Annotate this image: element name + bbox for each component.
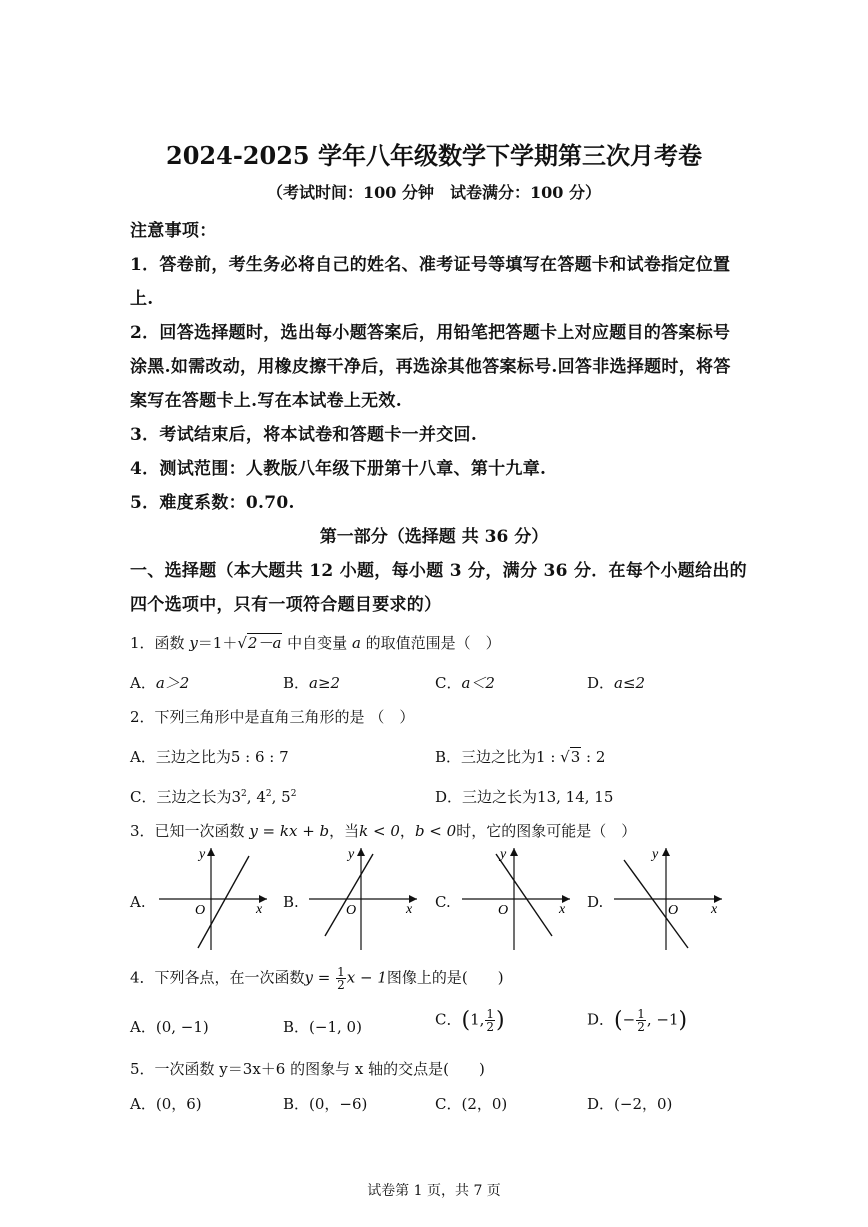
- question-1-option-d: D．a≤2: [587, 674, 646, 692]
- question-4-stem: 4．下列各点，在一次函数y = $\frac{1}{2}$ x − 1图像上的是( ): [130, 965, 504, 992]
- question-1-option-c: C．a＜2: [435, 674, 495, 692]
- section-heading-line1: 一、选择题（本大题共 12 小题，每小题 3 分，满分 36 分．在每个小题给出的: [130, 561, 747, 581]
- y-label: y: [652, 847, 659, 862]
- question-1-option-a: A．a＞2: [130, 674, 190, 692]
- function-line: [198, 856, 249, 948]
- graph-b: [305, 842, 425, 954]
- x-label: x: [711, 902, 718, 917]
- question-2-option-b: B．三边之比为1 : √3 : 2: [435, 748, 606, 766]
- question-4-option-b: B．(−1, 0): [283, 1018, 362, 1036]
- graph-label-c: C.: [435, 893, 451, 911]
- question-4-option-a: A．(0, −1): [130, 1018, 209, 1036]
- question-1-stem: 1．函数 y＝1＋√2－a 中自变量 a 的取值范围是（ ）: [130, 634, 501, 652]
- y-axis-arrow: [357, 848, 365, 856]
- y-label: y: [348, 847, 355, 862]
- page-title: 2024-2025 学年八年级数学下学期第三次月考卷: [166, 141, 702, 170]
- function-line: [496, 854, 552, 936]
- question-4-option-d: D．(− $\frac{1}{2}$ , −1): [587, 1007, 688, 1034]
- graph-label-d: D.: [587, 893, 604, 911]
- part-heading: 第一部分（选择题 共 36 分）: [319, 527, 549, 547]
- origin-label: O: [195, 903, 206, 918]
- note-2c: 案写在答题卡上.写在本试卷上无效.: [130, 391, 402, 411]
- function-line: [325, 854, 373, 936]
- x-label: x: [559, 902, 566, 917]
- graph-label-b: B.: [283, 893, 299, 911]
- y-axis-arrow: [662, 848, 670, 856]
- page-footer: 试卷第 1 页，共 7 页: [367, 1183, 501, 1199]
- note-1a: 1．答卷前，考生务必将自己的姓名、准考证号等填写在答题卡和试卷指定位置: [130, 255, 731, 275]
- y-label: y: [199, 847, 206, 862]
- exam-info: （考试时间：100 分钟 试卷满分：100 分）: [267, 183, 601, 202]
- note-2a: 2．回答选择题时，选出每小题答案后，用铅笔把答题卡上对应题目的答案标号: [130, 323, 731, 343]
- origin-label: O: [498, 903, 509, 918]
- question-2-option-c: C．三边之长为$3^2$, $4^2$, $5^2$: [130, 788, 297, 806]
- graph-d: [610, 842, 730, 954]
- question-5-option-c: C．(2，0): [435, 1095, 508, 1113]
- x-label: x: [256, 902, 263, 917]
- note-4: 4．测试范围：人教版八年级下册第十八章、第十九章.: [130, 459, 547, 479]
- note-1b: 上.: [130, 289, 154, 309]
- origin-label: O: [346, 903, 357, 918]
- graph-a: [155, 842, 275, 954]
- note-3: 3．考试结束后，将本试卷和答题卡一并交回.: [130, 425, 478, 445]
- question-2-stem: 2．下列三角形中是直角三角形的是 （ ）: [130, 708, 415, 726]
- origin-label: O: [668, 903, 679, 918]
- graph-c: [458, 842, 578, 954]
- question-2-option-a: A．三边之比为5 : 6 : 7: [130, 748, 289, 766]
- y-axis-arrow: [510, 848, 518, 856]
- graph-label-a: A.: [130, 893, 146, 911]
- question-1-option-b: B．a≥2: [283, 674, 341, 692]
- notes-heading: 注意事项：: [130, 221, 217, 241]
- note-5: 5．难度系数：0.70.: [130, 493, 295, 513]
- y-axis-arrow: [207, 848, 215, 856]
- question-5-option-b: B．(0，−6): [283, 1095, 368, 1113]
- question-2-option-d: D．三边之长为13, 14, 15: [435, 788, 614, 806]
- function-line: [624, 860, 688, 948]
- note-2b: 涂黑.如需改动，用橡皮擦干净后，再选涂其他答案标号.回答非选择题时，将答: [130, 357, 731, 377]
- x-label: x: [406, 902, 413, 917]
- question-4-option-c: C．(1, $\frac{1}{2}$ ): [435, 1007, 505, 1034]
- question-5-option-a: A．(0，6): [130, 1095, 202, 1113]
- question-5-option-d: D．(−2，0): [587, 1095, 673, 1113]
- section-heading-line2: 四个选项中，只有一项符合题目要求的）: [130, 595, 442, 615]
- question-5-stem: 5．一次函数 y＝3x＋6 的图象与 x 轴的交点是( ): [130, 1060, 485, 1078]
- question-3-stem: 3．已知一次函数 y = kx + b，当k < 0，b < 0时，它的图象可能是（ ）: [130, 822, 637, 840]
- y-label: y: [500, 847, 507, 862]
